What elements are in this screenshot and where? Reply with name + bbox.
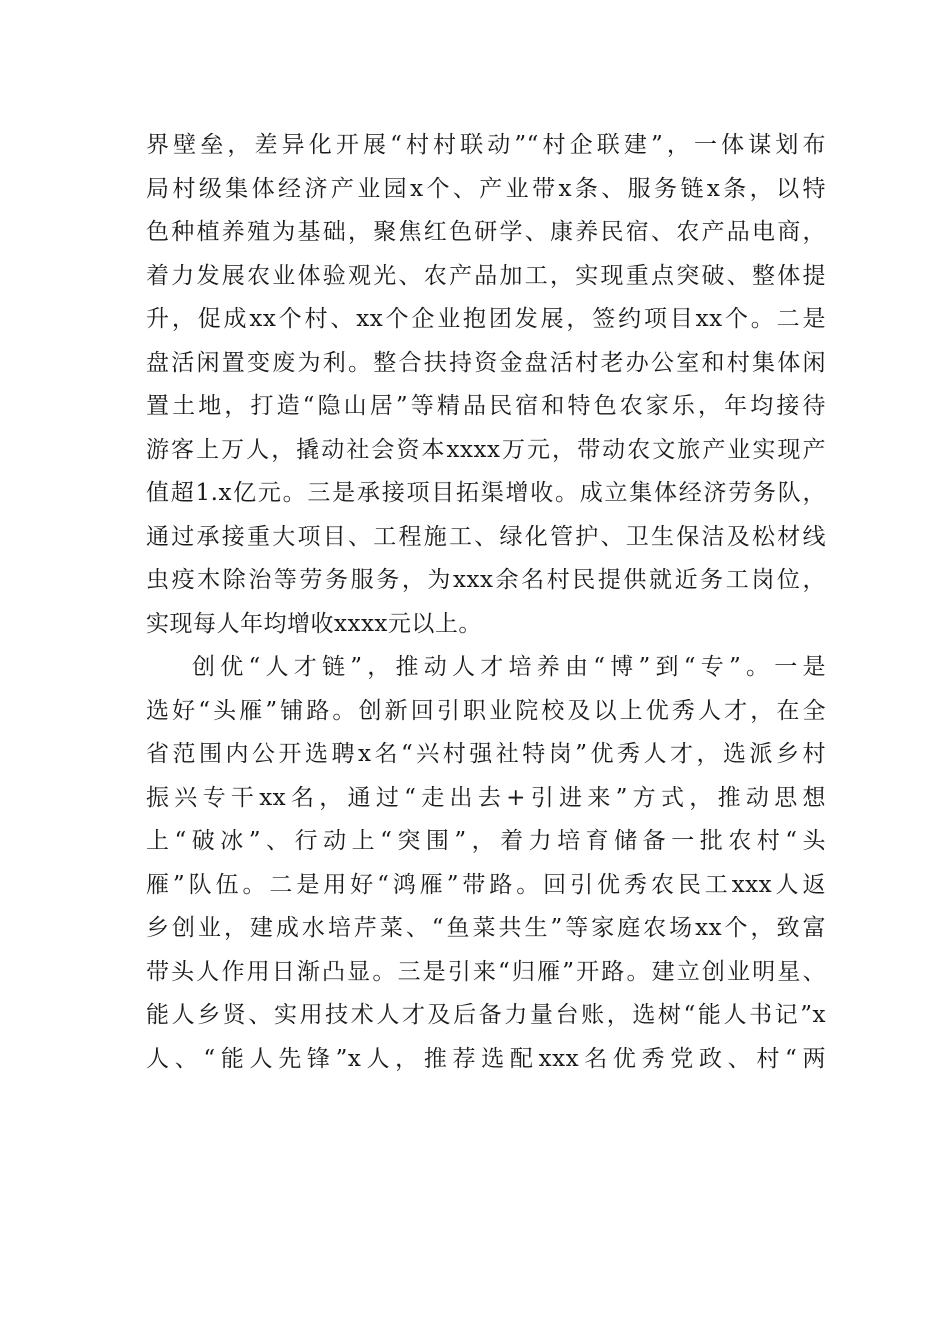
paragraph-line: 盘活闲置变废为利。整合扶持资金盘活村老办公室和村集体闲 xyxy=(146,349,826,376)
paragraph-line: 着力发展农业体验观光、农产品加工，实现重点突破、整体提 xyxy=(146,262,826,289)
paragraph-line: 色种植养殖为基础，聚焦红色研学、康养民宿、农产品电商， xyxy=(146,219,826,245)
paragraph-line: 雁”队伍。二是用好“鸿雁”带路。回引优秀农民工xxx人返 xyxy=(146,871,826,898)
paragraph-line: 人、“能人先锋”x人，推荐选配xxx名优秀党政、村“两 xyxy=(146,1045,826,1072)
paragraph-line: 振兴专干xx名，通过“走出去+引进来”方式，推动思想 xyxy=(146,784,826,811)
paragraph-line: 省范围内公开选聘x名“兴村强社特岗”优秀人才，选派乡村 xyxy=(146,741,826,767)
paragraph-line: 置土地，打造“隐山居”等精品民宿和特色农家乐，年均接待 xyxy=(146,393,826,419)
paragraph-1 xyxy=(146,124,826,646)
paragraph-line: 游客上万人，撬动社会资本xxxx万元，带动农文旅产业实现产 xyxy=(146,436,826,463)
paragraph-line: 局村级集体经济产业园x个、产业带x条、服务链x条，以特 xyxy=(146,175,826,202)
paragraph-line: 界壁垒，差异化开展“村村联动”“村企联建”，一体谋划布 xyxy=(146,132,826,158)
paragraph-line: 实现每人年均增收xxxx元以上。 xyxy=(146,610,482,637)
document-body xyxy=(146,124,826,1081)
paragraph-line: 创优“人才链”，推动人才培养由“博”到“专”。一是 xyxy=(192,654,826,680)
paragraph-2 xyxy=(146,646,826,1081)
paragraph-line: 上“破冰”、行动上“突围”，着力培育储备一批农村“头 xyxy=(146,828,826,854)
paragraph-line: 能人乡贤、实用技术人才及后备力量台账，选树“能人书记”x xyxy=(146,1002,826,1028)
paragraph-line: 升，促成xx个村、xx个企业抱团发展，签约项目xx个。二是 xyxy=(146,306,826,332)
paragraph-line: 虫疫木除治等劳务服务，为xxx余名村民提供就近务工岗位， xyxy=(146,567,826,593)
paragraph-line: 通过承接重大项目、工程施工、绿化管护、卫生保洁及松材线 xyxy=(146,523,826,550)
paragraph-line: 选好“头雁”铺路。创新回引职业院校及以上优秀人才，在全 xyxy=(146,697,826,724)
paragraph-line: 乡创业，建成水培芹菜、“鱼菜共生”等家庭农场xx个，致富 xyxy=(146,915,826,941)
paragraph-line: 带头人作用日渐凸显。三是引来“归雁”开路。建立创业明星、 xyxy=(146,958,826,985)
paragraph-line: 值超1.x亿元。三是承接项目拓渠增收。成立集体经济劳务队， xyxy=(146,480,826,506)
